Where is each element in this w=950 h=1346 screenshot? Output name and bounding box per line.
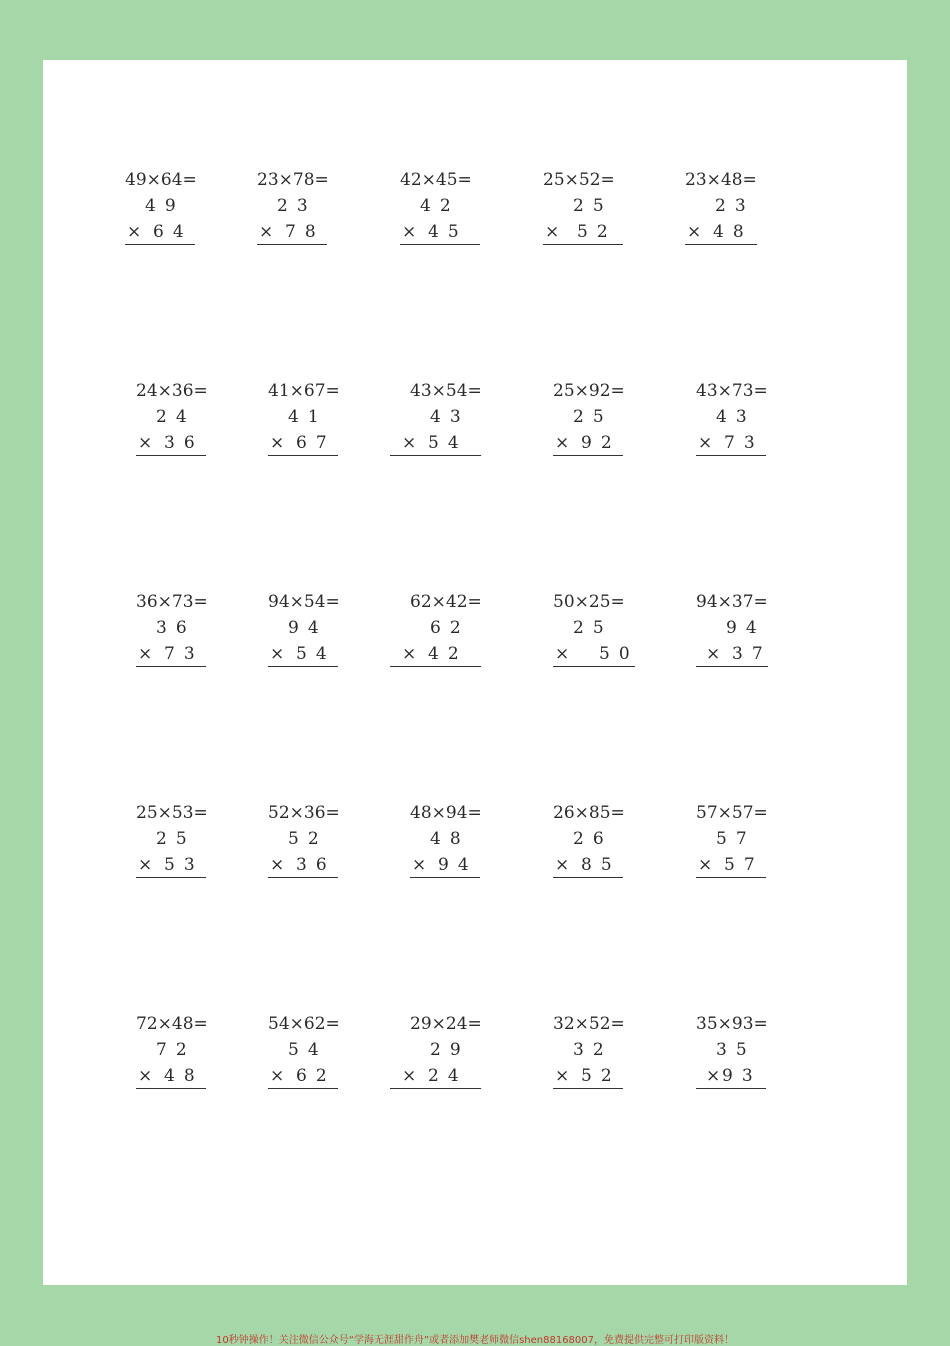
bottom-number: 73 bbox=[164, 644, 204, 664]
multiplier-line bbox=[390, 644, 481, 667]
times-sign: × bbox=[402, 644, 417, 664]
bottom-number: 54 bbox=[428, 433, 468, 453]
bottom-number: 48 bbox=[164, 1066, 204, 1086]
bottom-number: 53 bbox=[164, 855, 204, 875]
multiplier-line bbox=[400, 222, 480, 245]
bottom-number: 67 bbox=[296, 433, 336, 453]
problem-21 bbox=[126, 1014, 236, 1094]
top-number: 36 bbox=[156, 618, 196, 638]
multiplier-line bbox=[410, 855, 480, 878]
equation-text: 23×78= bbox=[257, 170, 329, 190]
problem-4 bbox=[533, 170, 643, 250]
times-sign: × bbox=[402, 222, 417, 242]
top-number: 62 bbox=[430, 618, 470, 638]
multiplier-line bbox=[268, 855, 338, 878]
problem-3 bbox=[390, 170, 500, 250]
equation-text: 26×85= bbox=[553, 803, 625, 823]
top-number: 48 bbox=[430, 829, 470, 849]
top-number: 94 bbox=[288, 618, 328, 638]
problem-13 bbox=[400, 592, 510, 672]
equation-text: 25×92= bbox=[553, 381, 625, 401]
equation-text: 62×42= bbox=[410, 592, 482, 612]
multiplier-line bbox=[268, 433, 338, 456]
problem-10 bbox=[686, 381, 796, 461]
times-sign: × bbox=[402, 1066, 417, 1086]
top-number: 24 bbox=[156, 407, 196, 427]
times-sign: × bbox=[402, 433, 417, 453]
problem-14 bbox=[543, 592, 653, 672]
equation-text: 41×67= bbox=[268, 381, 340, 401]
top-number: 43 bbox=[430, 407, 470, 427]
multiplier-line bbox=[257, 222, 327, 245]
problem-20 bbox=[686, 803, 796, 883]
worksheet-page bbox=[43, 60, 907, 1285]
times-sign: × bbox=[138, 433, 153, 453]
equation-text: 94×37= bbox=[696, 592, 768, 612]
top-number: 32 bbox=[573, 1040, 613, 1060]
problem-23 bbox=[400, 1014, 510, 1094]
problem-1 bbox=[115, 170, 225, 250]
times-sign: × bbox=[127, 222, 142, 242]
top-number: 72 bbox=[156, 1040, 196, 1060]
problem-9 bbox=[543, 381, 653, 461]
problem-25 bbox=[686, 1014, 796, 1094]
problem-2 bbox=[247, 170, 357, 250]
multiplier-line bbox=[390, 1066, 481, 1089]
bottom-number: 78 bbox=[285, 222, 325, 242]
top-number: 43 bbox=[716, 407, 756, 427]
problem-5 bbox=[675, 170, 785, 250]
times-sign: × bbox=[138, 644, 153, 664]
times-sign: × bbox=[545, 222, 560, 242]
top-number: 25 bbox=[573, 196, 613, 216]
multiplier-line bbox=[696, 644, 772, 667]
times-sign: × bbox=[555, 433, 570, 453]
top-number: 26 bbox=[573, 829, 613, 849]
top-number: 25 bbox=[573, 407, 613, 427]
times-sign: × bbox=[138, 1066, 153, 1086]
bottom-number: 62 bbox=[296, 1066, 336, 1086]
multiplier-line bbox=[696, 433, 766, 456]
top-number: 54 bbox=[288, 1040, 328, 1060]
equation-text: 32×52= bbox=[553, 1014, 625, 1034]
top-number: 57 bbox=[716, 829, 756, 849]
problem-15 bbox=[686, 592, 796, 672]
problem-17 bbox=[258, 803, 368, 883]
bottom-number: 36 bbox=[296, 855, 336, 875]
equation-text: 25×52= bbox=[543, 170, 615, 190]
top-number: 29 bbox=[430, 1040, 470, 1060]
bottom-number: 73 bbox=[724, 433, 764, 453]
times-sign: × bbox=[270, 644, 285, 664]
equation-text: 29×24= bbox=[410, 1014, 482, 1034]
equation-text: 48×94= bbox=[410, 803, 482, 823]
equation-text: 36×73= bbox=[136, 592, 208, 612]
equation-text: 57×57= bbox=[696, 803, 768, 823]
bottom-number: 93 bbox=[722, 1066, 762, 1086]
equation-text: 94×54= bbox=[268, 592, 340, 612]
bottom-number: 94 bbox=[438, 855, 478, 875]
bottom-number: 64 bbox=[153, 222, 193, 242]
times-sign: × bbox=[259, 222, 274, 242]
equation-text: 52×36= bbox=[268, 803, 340, 823]
top-number: 52 bbox=[288, 829, 328, 849]
times-sign: × bbox=[555, 855, 570, 875]
bottom-number: 52 bbox=[577, 222, 617, 242]
multiplier-line bbox=[553, 855, 623, 878]
multiplier-line bbox=[696, 1066, 766, 1089]
equation-text: 42×45= bbox=[400, 170, 472, 190]
top-number: 23 bbox=[715, 196, 755, 216]
problem-11 bbox=[126, 592, 236, 672]
multiplier-line bbox=[553, 433, 623, 456]
multiplier-line bbox=[268, 1066, 338, 1089]
times-sign: × bbox=[270, 1066, 285, 1086]
equation-text: 49×64= bbox=[125, 170, 197, 190]
equation-text: 25×53= bbox=[136, 803, 208, 823]
problem-22 bbox=[258, 1014, 368, 1094]
multiplier-line bbox=[685, 222, 757, 245]
times-sign: × bbox=[698, 855, 713, 875]
times-sign: × bbox=[270, 433, 285, 453]
multiplier-line bbox=[696, 855, 766, 878]
top-number: 94 bbox=[726, 618, 766, 638]
multiplier-line bbox=[136, 644, 206, 667]
bottom-number: 37 bbox=[732, 644, 772, 664]
problem-6 bbox=[126, 381, 236, 461]
equation-text: 24×36= bbox=[136, 381, 208, 401]
multiplier-line bbox=[268, 644, 338, 667]
bottom-number: 92 bbox=[581, 433, 621, 453]
bottom-number: 54 bbox=[296, 644, 336, 664]
top-number: 41 bbox=[288, 407, 328, 427]
problem-16 bbox=[126, 803, 236, 883]
multiplier-line bbox=[543, 222, 623, 245]
problem-24 bbox=[543, 1014, 653, 1094]
bottom-number: 45 bbox=[428, 222, 468, 242]
times-sign: × bbox=[555, 644, 570, 664]
problem-19 bbox=[543, 803, 653, 883]
bottom-number: 48 bbox=[713, 222, 753, 242]
equation-text: 72×48= bbox=[136, 1014, 208, 1034]
top-number: 42 bbox=[420, 196, 460, 216]
equation-text: 50×25= bbox=[553, 592, 625, 612]
top-number: 49 bbox=[145, 196, 185, 216]
times-sign: × bbox=[706, 1066, 721, 1086]
bottom-number: 36 bbox=[164, 433, 204, 453]
problem-12 bbox=[258, 592, 368, 672]
multiplier-line bbox=[553, 1066, 623, 1089]
equation-text: 54×62= bbox=[268, 1014, 340, 1034]
equation-text: 23×48= bbox=[685, 170, 757, 190]
bottom-number: 24 bbox=[428, 1066, 468, 1086]
multiplier-line bbox=[136, 433, 206, 456]
bottom-number: 85 bbox=[581, 855, 621, 875]
equation-text: 43×73= bbox=[696, 381, 768, 401]
multiplier-line bbox=[553, 644, 639, 667]
times-sign: × bbox=[706, 644, 721, 664]
multiplier-line bbox=[390, 433, 481, 456]
bottom-number: 42 bbox=[428, 644, 468, 664]
times-sign: × bbox=[270, 855, 285, 875]
multiplier-line bbox=[125, 222, 195, 245]
footer-note: 10秒钟操作！关注微信公众号“学海无涯甜作舟”或者添加樊老师微信shen88168007，免费提供完整可打印版资料！ bbox=[215, 1335, 735, 1346]
problem-8 bbox=[400, 381, 510, 461]
bottom-number: 50 bbox=[599, 644, 639, 664]
equation-text: 35×93= bbox=[696, 1014, 768, 1034]
problem-7 bbox=[258, 381, 368, 461]
times-sign: × bbox=[687, 222, 702, 242]
top-number: 25 bbox=[573, 618, 613, 638]
top-number: 25 bbox=[156, 829, 196, 849]
times-sign: × bbox=[555, 1066, 570, 1086]
problem-18 bbox=[400, 803, 510, 883]
top-number: 35 bbox=[716, 1040, 756, 1060]
times-sign: × bbox=[138, 855, 153, 875]
times-sign: × bbox=[698, 433, 713, 453]
equation-text: 43×54= bbox=[410, 381, 482, 401]
top-number: 23 bbox=[277, 196, 317, 216]
times-sign: × bbox=[412, 855, 427, 875]
multiplier-line bbox=[136, 1066, 206, 1089]
multiplier-line bbox=[136, 855, 206, 878]
bottom-number: 52 bbox=[581, 1066, 621, 1086]
bottom-number: 57 bbox=[724, 855, 764, 875]
